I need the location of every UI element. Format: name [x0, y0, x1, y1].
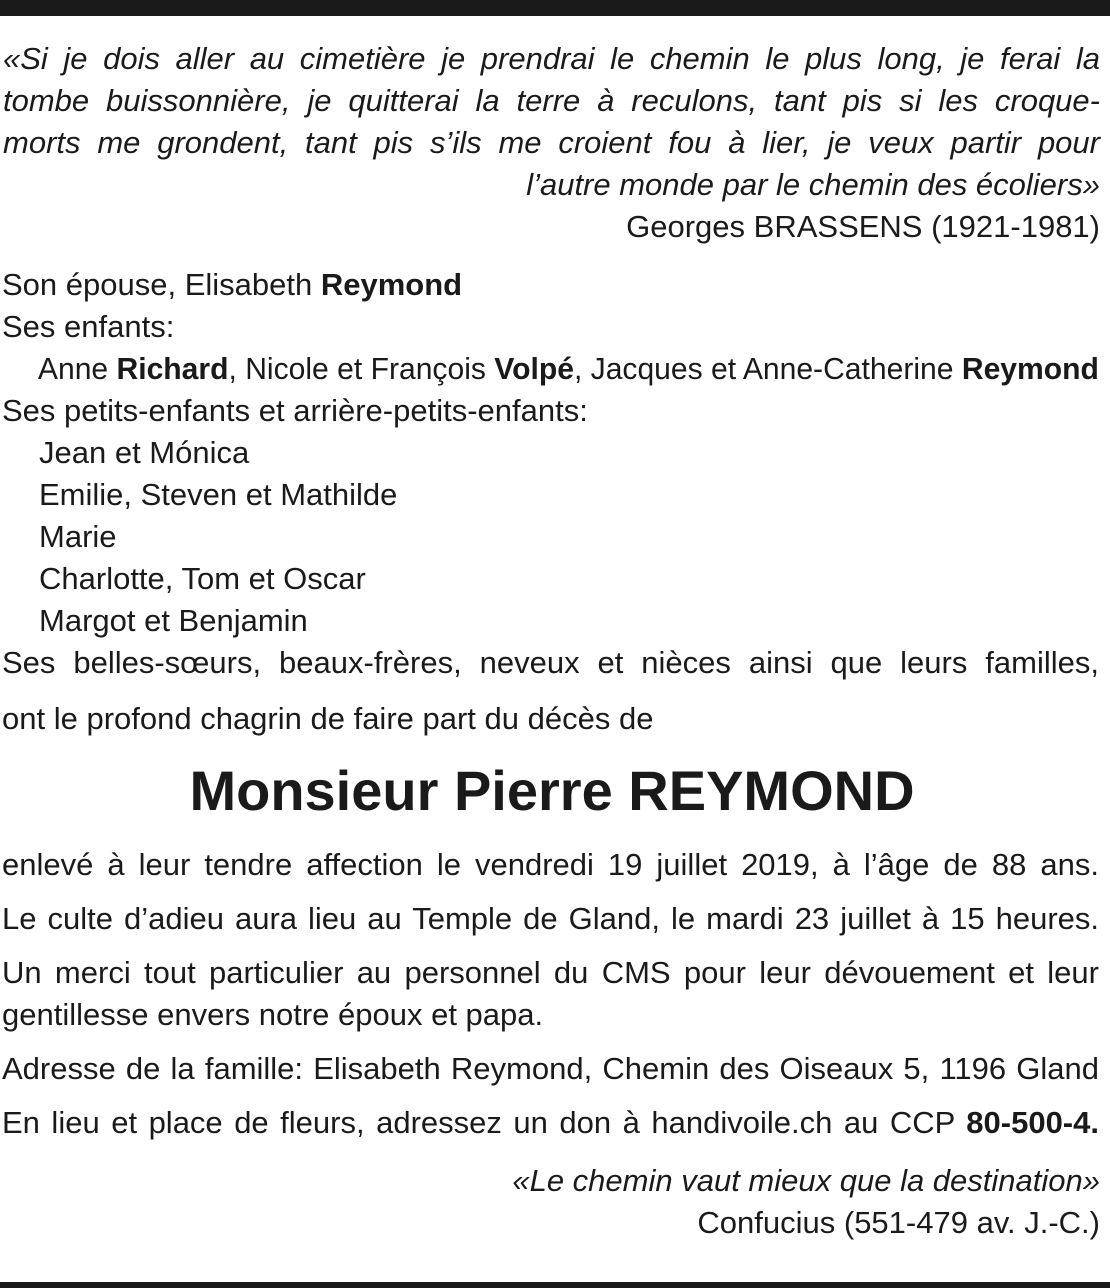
spouse-text: Son épouse, Elisabeth	[2, 267, 321, 302]
child-name: , Jacques et Anne-Catherine	[573, 351, 962, 386]
top-border-rule	[0, 0, 1110, 16]
grandchild-entry: Emilie, Steven et Mathilde	[39, 477, 398, 512]
opening-quote-author: Georges BRASSENS (1921-1981)	[626, 209, 1100, 244]
obituary-notice	[2, 38, 1100, 1244]
service-details: Le culte d’adieu aura lieu au Temple de Gland, le mardi 23 juillet à 15 heures.	[2, 901, 1099, 936]
relatives-line: Ses belles-sœurs, beaux-frères, neveux et nièces ainsi que leurs familles,	[2, 645, 1099, 680]
bottom-border-rule	[0, 1282, 1110, 1288]
grandchild-entry: Charlotte, Tom et Oscar	[39, 561, 366, 596]
grandchild-entry: Jean et Mónica	[39, 435, 250, 470]
announcement-line: ont le profond chagrin de faire part du décès de	[2, 701, 654, 736]
thanks-line: Un merci tout particulier au personnel du CMS pour leur dévouement et leur	[2, 955, 1099, 990]
children-heading: Ses enfants:	[2, 309, 175, 344]
closing-quote-text: «Le chemin vaut mieux que la destination»	[512, 1163, 1100, 1198]
child-surname: Richard	[116, 351, 229, 386]
opening-quote	[2, 38, 1100, 206]
grandchild-entry: Margot et Benjamin	[39, 603, 308, 638]
deceased-name: Monsieur Pierre REYMOND	[189, 759, 915, 822]
opening-quote-line: l’autre monde par le chemin des écoliers»	[526, 167, 1100, 202]
closing-quote-author: Confucius (551-479 av. J.-C.)	[697, 1205, 1100, 1240]
child-surname: Volpé	[494, 351, 574, 386]
donation-text: En lieu et place de fleurs, adressez un don à handivoile.ch au CCP	[2, 1105, 967, 1140]
donation-ccp-number: 80-500-4.	[966, 1105, 1099, 1140]
child-name: , Nicole et François	[228, 351, 495, 386]
thanks-line: gentillesse envers notre époux et papa.	[2, 997, 544, 1032]
children-line	[2, 348, 1099, 390]
spouse-surname: Reymond	[320, 267, 463, 302]
family-address: Adresse de la famille: Elisabeth Reymond, Chemin des Oiseaux 5, 1196 Gland	[2, 1051, 1099, 1086]
spouse-line	[2, 264, 1100, 306]
grandchild-entry: Marie	[39, 519, 117, 554]
opening-quote-line: tombe buissonnière, je quitterai la terre à reculons, tant pis si les croque-	[3, 83, 1100, 118]
child-name: Anne	[37, 351, 117, 386]
donation-line	[2, 1102, 1100, 1144]
opening-quote-line: morts me grondent, tant pis s’ils me croient fou à lier, je veux partir pour	[3, 125, 1100, 160]
grandchildren-heading: Ses petits-enfants et arrière-petits-enfants:	[2, 393, 588, 428]
opening-quote-line: «Si je dois aller au cimetière je prendrai le chemin le plus long, je ferai la	[3, 41, 1100, 76]
closing-quote	[2, 1160, 1100, 1202]
child-surname: Reymond	[961, 351, 1099, 386]
death-details: enlevé à leur tendre affection le vendredi 19 juillet 2019, à l’âge de 88 ans.	[2, 847, 1099, 882]
